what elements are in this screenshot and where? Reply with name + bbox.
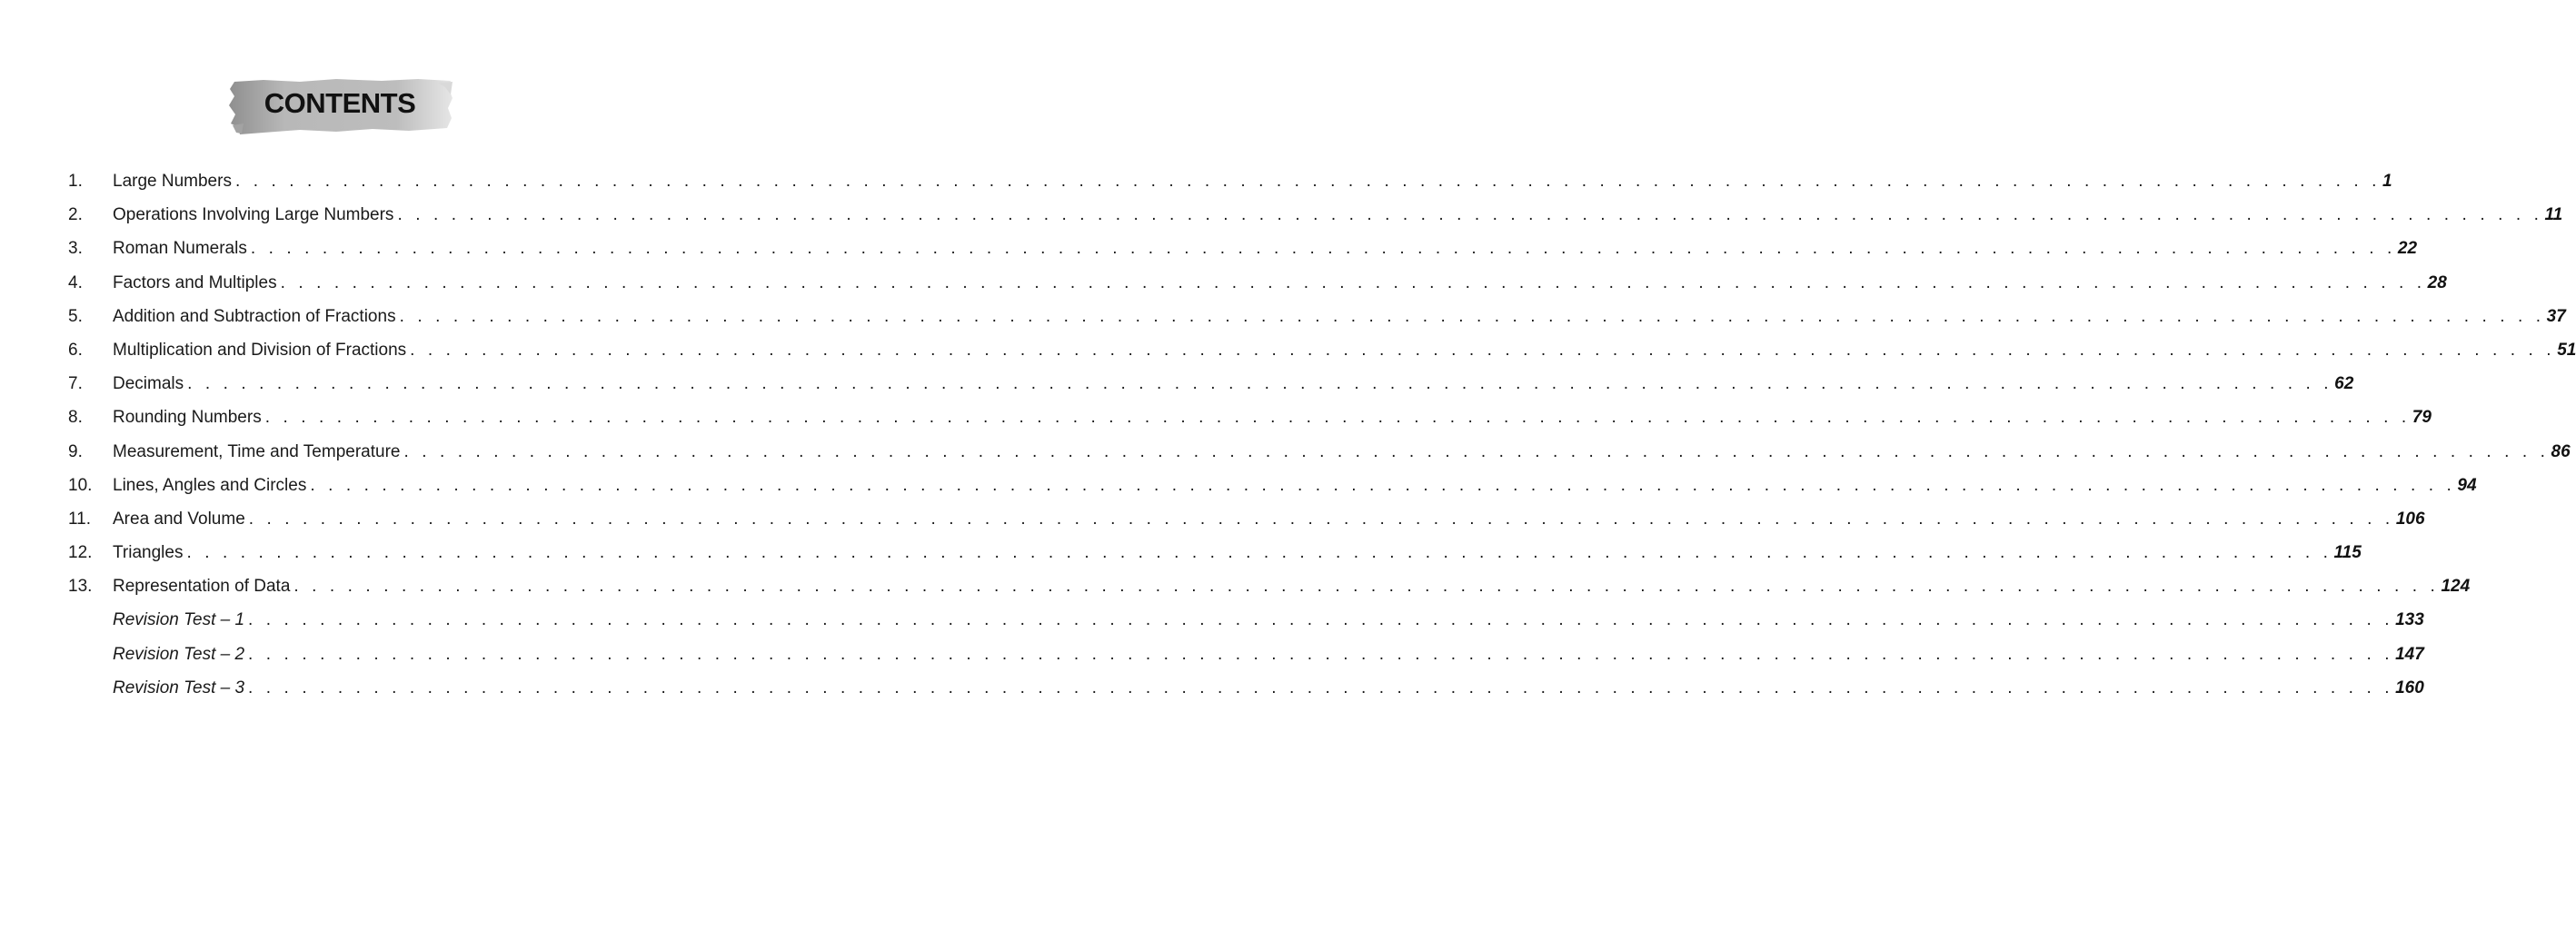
- toc-entry-line: [113, 232, 2418, 265]
- toc-entry-number: 3.: [68, 239, 83, 259]
- toc-entry-line: [113, 266, 2447, 300]
- toc-entry-title: Area and Volume: [113, 509, 245, 529]
- dot-leader: . . . . . . . . . . . . . . . . . . . . . . . . . . . . . . . . . . . . . . . . . . . . . . . . . . . . . . . . . . . . . . . . . . . . . . . . . . . . . . . . . . . . . . . . . . . . . . . . . . . . . . . . . . . . . . . . . . . . . . . .: [187, 374, 2333, 394]
- toc-entry-number: 1.: [68, 172, 83, 191]
- dot-leader: . . . . . . . . . . . . . . . . . . . . . . . . . . . . . . . . . . . . . . . . . . . . . . . . . . . . . . . . . . . . . . . . . . . . . . . . . . . . . . . . . . . . . . . . . . . . . . . . . . . . . . . . . . . . . . . . . . . . . . . .: [399, 306, 2545, 326]
- dot-leader: . . . . . . . . . . . . . . . . . . . . . . . . . . . . . . . . . . . . . . . . . . . . . . . . . . . . . . . . . . . . . . . . . . . . . . . . . . . . . . . . . . . . . . . . . . . . . . . . . . . . . . . . . . . . . . . . . . . . . . . .: [248, 644, 2394, 664]
- toc-entry-page: 79: [2412, 408, 2432, 428]
- contents-title-banner: [227, 78, 454, 134]
- toc-entry-line: [113, 569, 2471, 603]
- toc-entry-number: 10.: [68, 475, 93, 495]
- toc-entry-page: 1: [2382, 172, 2392, 191]
- dot-leader: . . . . . . . . . . . . . . . . . . . . . . . . . . . . . . . . . . . . . . . . . . . . . . . . . . . . . . . . . . . . . . . . . . . . . . . . . . . . . . . . . . . . . . . . . . . . . . . . . . . . . . . . . . . . . . . . . . . . . . . .: [248, 678, 2394, 698]
- toc-entry-page: 124: [2441, 577, 2471, 597]
- table-of-contents: [0, 164, 2576, 705]
- dot-leader: . . . . . . . . . . . . . . . . . . . . . . . . . . . . . . . . . . . . . . . . . . . . . . . . . . . . . . . . . . . . . . . . . . . . . . . . . . . . . . . . . . . . . . . . . . . . . . . . . . . . . . . . . . . . . . . . . . . . . . . .: [186, 543, 2332, 563]
- page-title: CONTENTS: [264, 87, 416, 119]
- toc-entry-line: [113, 671, 2424, 705]
- toc-entry-title: Revision Test – 1: [113, 610, 245, 630]
- toc-entry-title: Roman Numerals: [113, 239, 247, 259]
- toc-entry-page: 106: [2395, 509, 2425, 529]
- toc-entry-number: 6.: [68, 340, 83, 360]
- toc-entry-number: 4.: [68, 272, 83, 292]
- toc-entry-title: Addition and Subtraction of Fractions: [113, 306, 396, 326]
- toc-entry[interactable]: [0, 164, 2392, 198]
- toc-entry-number: 12.: [68, 543, 93, 563]
- toc-entry-page: 147: [2395, 644, 2424, 664]
- toc-entry[interactable]: [0, 198, 2563, 232]
- toc-entry-title: Representation of Data: [113, 577, 291, 597]
- dot-leader: . . . . . . . . . . . . . . . . . . . . . . . . . . . . . . . . . . . . . . . . . . . . . . . . . . . . . . . . . . . . . . . . . . . . . . . . . . . . . . . . . . . . . . . . . . . . . . . . . . . . . . . . . . . . . . . . . . . . . . . .: [410, 340, 2556, 360]
- toc-entry-title: Factors and Multiples: [113, 272, 277, 292]
- toc-entry[interactable]: [0, 603, 2424, 637]
- toc-entry-number: 13.: [68, 577, 93, 597]
- toc-entry-page: 62: [2334, 374, 2354, 394]
- toc-entry-page: 28: [2427, 272, 2447, 292]
- toc-entry-number: 11.: [68, 509, 92, 529]
- toc-entry-line: [113, 536, 2362, 569]
- dot-leader: . . . . . . . . . . . . . . . . . . . . . . . . . . . . . . . . . . . . . . . . . . . . . . . . . . . . . . . . . . . . . . . . . . . . . . . . . . . . . . . . . . . . . . . . . . . . . . . . . . . . . . . . . . . . . . . . . . . . . . . .: [264, 408, 2411, 428]
- toc-entry[interactable]: [0, 502, 2425, 536]
- toc-entry-line: [113, 333, 2576, 367]
- toc-entry-title: Measurement, Time and Temperature: [113, 441, 401, 461]
- toc-entry[interactable]: [0, 569, 2471, 603]
- toc-entry-title: Large Numbers: [113, 172, 232, 191]
- toc-entry-title: Revision Test – 3: [113, 678, 245, 698]
- dot-leader: . . . . . . . . . . . . . . . . . . . . . . . . . . . . . . . . . . . . . . . . . . . . . . . . . . . . . . . . . . . . . . . . . . . . . . . . . . . . . . . . . . . . . . . . . . . . . . . . . . . . . . . . . . . . . . . . . . . . . . . .: [403, 441, 2550, 461]
- toc-entry-title: Lines, Angles and Circles: [113, 475, 307, 495]
- toc-entry-title: Revision Test – 2: [113, 644, 245, 664]
- dot-leader: . . . . . . . . . . . . . . . . . . . . . . . . . . . . . . . . . . . . . . . . . . . . . . . . . . . . . . . . . . . . . . . . . . . . . . . . . . . . . . . . . . . . . . . . . . . . . . . . . . . . . . . . . . . . . . . . . . . . . . . .: [250, 239, 2396, 259]
- toc-entry[interactable]: [0, 469, 2477, 502]
- toc-entry-number: 8.: [68, 408, 83, 428]
- dot-leader: . . . . . . . . . . . . . . . . . . . . . . . . . . . . . . . . . . . . . . . . . . . . . . . . . . . . . . . . . . . . . . . . . . . . . . . . . . . . . . . . . . . . . . . . . . . . . . . . . . . . . . . . . . . . . . . . . . . . . . . .: [248, 610, 2394, 630]
- toc-entry[interactable]: [0, 300, 2566, 333]
- toc-entry[interactable]: [0, 333, 2576, 367]
- toc-entry-number: 7.: [68, 374, 83, 394]
- dot-leader: . . . . . . . . . . . . . . . . . . . . . . . . . . . . . . . . . . . . . . . . . . . . . . . . . . . . . . . . . . . . . . . . . . . . . . . . . . . . . . . . . . . . . . . . . . . . . . . . . . . . . . . . . . . . . . . . . . . . . . . .: [310, 475, 2456, 495]
- toc-entry[interactable]: [0, 536, 2362, 569]
- dot-leader: . . . . . . . . . . . . . . . . . . . . . . . . . . . . . . . . . . . . . . . . . . . . . . . . . . . . . . . . . . . . . . . . . . . . . . . . . . . . . . . . . . . . . . . . . . . . . . . . . . . . . . . . . . . . . . . . . . . . . . . .: [280, 272, 2426, 292]
- toc-entry[interactable]: [0, 671, 2424, 705]
- toc-entry[interactable]: [0, 266, 2447, 300]
- dot-leader: . . . . . . . . . . . . . . . . . . . . . . . . . . . . . . . . . . . . . . . . . . . . . . . . . . . . . . . . . . . . . . . . . . . . . . . . . . . . . . . . . . . . . . . . . . . . . . . . . . . . . . . . . . . . . . . . . . . . . . . .: [397, 205, 2543, 225]
- toc-entry-page: 94: [2457, 475, 2477, 495]
- toc-entry-line: [113, 435, 2571, 469]
- toc-entry-number: 5.: [68, 306, 83, 326]
- toc-entry-page: 115: [2333, 543, 2362, 563]
- toc-entry[interactable]: [0, 435, 2571, 469]
- toc-entry-page: 133: [2395, 610, 2424, 630]
- toc-entry-line: [113, 164, 2392, 198]
- toc-entry-number: 9.: [68, 441, 83, 461]
- toc-entry-line: [113, 502, 2425, 536]
- toc-entry-number: 2.: [68, 205, 83, 225]
- toc-entry-page: 51: [2557, 340, 2576, 360]
- toc-entry-title: Rounding Numbers: [113, 408, 262, 428]
- toc-entry-page: 37: [2546, 306, 2566, 326]
- toc-entry-page: 22: [2397, 239, 2418, 259]
- dot-leader: . . . . . . . . . . . . . . . . . . . . . . . . . . . . . . . . . . . . . . . . . . . . . . . . . . . . . . . . . . . . . . . . . . . . . . . . . . . . . . . . . . . . . . . . . . . . . . . . . . . . . . . . . . . . . . . . . . . . . . . .: [234, 172, 2381, 191]
- toc-entry-title: Multiplication and Division of Fractions: [113, 340, 407, 360]
- toc-entry-line: [113, 638, 2424, 671]
- toc-entry-line: [113, 367, 2354, 401]
- toc-entry[interactable]: [0, 232, 2418, 265]
- toc-entry[interactable]: [0, 401, 2432, 434]
- toc-entry-line: [113, 198, 2563, 232]
- toc-entry-title: Triangles: [113, 543, 184, 563]
- toc-entry-page: 86: [2551, 441, 2571, 461]
- toc-entry-title: Operations Involving Large Numbers: [113, 205, 394, 225]
- toc-entry[interactable]: [0, 638, 2424, 671]
- dot-leader: . . . . . . . . . . . . . . . . . . . . . . . . . . . . . . . . . . . . . . . . . . . . . . . . . . . . . . . . . . . . . . . . . . . . . . . . . . . . . . . . . . . . . . . . . . . . . . . . . . . . . . . . . . . . . . . . . . . . . . . .: [293, 577, 2440, 597]
- dot-leader: . . . . . . . . . . . . . . . . . . . . . . . . . . . . . . . . . . . . . . . . . . . . . . . . . . . . . . . . . . . . . . . . . . . . . . . . . . . . . . . . . . . . . . . . . . . . . . . . . . . . . . . . . . . . . . . . . . . . . . . .: [248, 509, 2394, 529]
- toc-entry[interactable]: [0, 367, 2354, 401]
- toc-entry-line: [113, 469, 2477, 502]
- toc-entry-page: 160: [2395, 678, 2424, 698]
- toc-entry-line: [113, 603, 2424, 637]
- toc-entry-title: Decimals: [113, 374, 184, 394]
- toc-entry-line: [113, 401, 2432, 434]
- toc-entry-page: 11: [2544, 205, 2563, 225]
- toc-entry-line: [113, 300, 2566, 333]
